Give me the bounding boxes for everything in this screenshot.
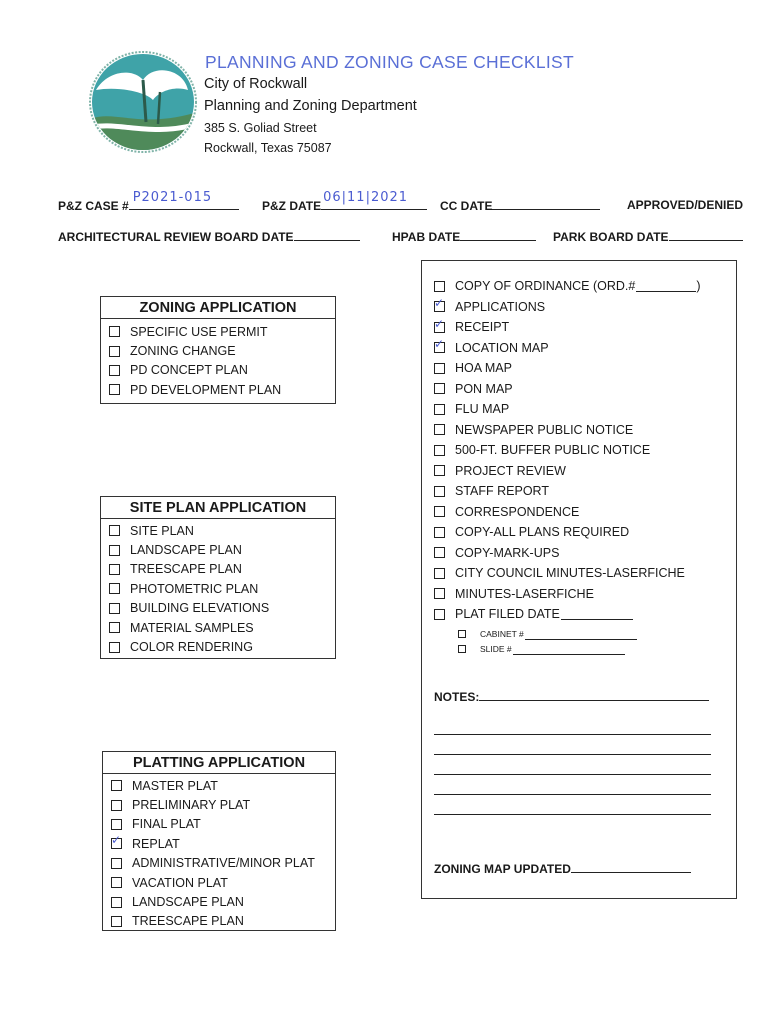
pz-date-field[interactable] — [262, 190, 427, 213]
checklist-item-label: LOCATION MAP — [455, 340, 549, 355]
zoning-map-updated-field[interactable] — [434, 861, 691, 876]
checklist-item[interactable] — [434, 317, 736, 338]
notes-line[interactable] — [434, 814, 711, 815]
checkbox[interactable] — [434, 383, 445, 394]
checklist-item-label: PON MAP — [455, 381, 513, 396]
plat-sub-list — [422, 625, 736, 657]
checklist-item[interactable] — [111, 892, 335, 911]
city-state: Rockwall, Texas 75087 — [204, 141, 332, 155]
checklist-item[interactable] — [434, 604, 736, 625]
checkbox[interactable] — [458, 645, 466, 653]
checklist-item-label: NEWSPAPER PUBLIC NOTICE — [455, 422, 634, 437]
checklist-item[interactable] — [434, 543, 736, 564]
checkbox[interactable] — [458, 630, 466, 638]
site-plan-list — [101, 519, 335, 657]
checkbox[interactable] — [434, 486, 445, 497]
notes-line[interactable] — [434, 794, 711, 795]
sub-checklist-item[interactable] — [458, 627, 736, 642]
checklist-item-label: REPLAT — [132, 836, 180, 851]
platting-application-box — [102, 751, 336, 931]
checkbox[interactable] — [109, 346, 120, 357]
checkbox[interactable] — [109, 642, 120, 653]
checklist-item[interactable] — [111, 776, 335, 795]
blank-line[interactable] — [513, 643, 625, 655]
checklist-item[interactable] — [434, 584, 736, 605]
street-address: 385 S. Goliad Street — [204, 121, 317, 135]
checkbox[interactable] — [434, 424, 445, 435]
checklist-item-label: COPY-MARK-UPS — [455, 545, 560, 560]
checkbox[interactable] — [111, 897, 122, 908]
site-plan-application-box — [100, 496, 336, 659]
checklist-item-label: SITE PLAN — [130, 523, 194, 538]
checklist-item[interactable] — [434, 420, 736, 441]
checklist-item[interactable] — [109, 521, 335, 540]
checklist-item[interactable] — [111, 873, 335, 892]
checklist-item[interactable] — [111, 795, 335, 814]
arb-date-label: ARCHITECTURAL REVIEW BOARD DATE — [58, 230, 294, 244]
case-number-value: P2021-015 — [132, 190, 213, 205]
staff-checklist-list — [422, 261, 736, 625]
pz-date-value: 06|11|2021 — [323, 190, 409, 205]
checkbox[interactable] — [434, 465, 445, 476]
hpab-date-field[interactable] — [392, 229, 536, 244]
checklist-item-label: MATERIAL SAMPLES — [130, 620, 254, 635]
checkbox[interactable] — [434, 342, 445, 353]
checklist-item-label: TREESCAPE PLAN — [130, 562, 242, 577]
sub-checklist-item[interactable] — [458, 642, 736, 657]
notes-label: NOTES: — [434, 690, 480, 704]
checkbox[interactable] — [111, 858, 122, 869]
zoning-application-title: ZONING APPLICATION — [101, 297, 335, 319]
checklist-item-label: MINUTES-LASERFICHE — [455, 586, 594, 601]
checkbox[interactable] — [109, 384, 120, 395]
checklist-item-label: APPLICATIONS — [455, 299, 546, 314]
checklist-item[interactable] — [111, 834, 335, 853]
checklist-item-label: ZONING CHANGE — [130, 344, 236, 359]
checklist-item[interactable] — [109, 599, 335, 618]
checklist-item-label: CABINET # — [480, 629, 524, 639]
notes-line[interactable] — [434, 754, 711, 755]
checkbox[interactable] — [434, 568, 445, 579]
checkbox[interactable] — [111, 838, 122, 849]
notes-field[interactable] — [434, 689, 709, 704]
checklist-item[interactable] — [434, 297, 736, 318]
pz-date-label: P&Z DATE — [262, 199, 322, 213]
checkbox[interactable] — [109, 545, 120, 556]
staff-checklist-box — [421, 260, 737, 899]
zoning-application-box — [100, 296, 336, 404]
case-number-field[interactable] — [58, 190, 239, 213]
checkbox[interactable] — [109, 583, 120, 594]
checkbox[interactable] — [434, 363, 445, 374]
checklist-item[interactable] — [109, 579, 335, 598]
checklist-item-label: SLIDE # — [480, 644, 512, 654]
checklist-item-label: CORRESPONDENCE — [455, 504, 580, 519]
checklist-item[interactable] — [111, 912, 335, 931]
case-number-label: P&Z CASE # — [58, 199, 129, 213]
checklist-item[interactable] — [434, 399, 736, 420]
checklist-item[interactable] — [109, 361, 335, 380]
checklist-item-label: VACATION PLAT — [132, 875, 228, 890]
checklist-item-label: PRELIMINARY PLAT — [132, 798, 251, 813]
blank-line[interactable] — [525, 628, 637, 640]
checklist-item-label: FINAL PLAT — [132, 817, 201, 832]
checklist-item[interactable] — [434, 338, 736, 359]
page-title: PLANNING AND ZONING CASE CHECKLIST — [205, 52, 575, 72]
checklist-item-label: RECEIPT — [455, 320, 510, 335]
checklist-item-label: HOA MAP — [455, 361, 512, 376]
checklist-item-label: PD CONCEPT PLAN — [130, 363, 248, 378]
blank-line[interactable] — [561, 608, 633, 620]
checklist-item[interactable] — [111, 854, 335, 873]
checklist-item[interactable] — [434, 358, 736, 379]
park-board-date-label: PARK BOARD DATE — [553, 230, 669, 244]
checklist-item-suffix: ) — [696, 279, 701, 294]
checkbox[interactable] — [109, 622, 120, 633]
checklist-item-label: COPY OF ORDINANCE (ORD.# — [455, 279, 636, 294]
department-name: Planning and Zoning Department — [204, 98, 417, 114]
checklist-item[interactable] — [434, 563, 736, 584]
checkbox[interactable] — [434, 445, 445, 456]
checklist-item-label: SPECIFIC USE PERMIT — [130, 324, 268, 339]
checklist-item-label: BUILDING ELEVATIONS — [130, 601, 270, 616]
checkbox[interactable] — [109, 326, 120, 337]
checkbox[interactable] — [111, 916, 122, 927]
checkbox[interactable] — [434, 506, 445, 517]
checklist-item-label: STAFF REPORT — [455, 484, 549, 499]
checkbox[interactable] — [434, 322, 445, 333]
platting-list — [103, 774, 335, 931]
checklist-item-label: CITY COUNCIL MINUTES-LASERFICHE — [455, 566, 685, 581]
checklist-item[interactable] — [434, 440, 736, 461]
checklist-item-label: PROJECT REVIEW — [455, 463, 566, 478]
checkbox[interactable] — [111, 780, 122, 791]
checkbox[interactable] — [109, 564, 120, 575]
checklist-item-label: PD DEVELOPMENT PLAN — [130, 382, 282, 397]
platting-application-title: PLATTING APPLICATION — [103, 752, 335, 774]
checklist-item[interactable] — [109, 322, 335, 341]
checklist-item-label: COLOR RENDERING — [130, 640, 253, 655]
checklist-item[interactable] — [111, 815, 335, 834]
checklist-item[interactable] — [109, 560, 335, 579]
checklist-item[interactable] — [434, 461, 736, 482]
checklist-item-label: FLU MAP — [455, 402, 510, 417]
checklist-item[interactable] — [109, 380, 335, 399]
checklist-item-label: PHOTOMETRIC PLAN — [130, 581, 259, 596]
checkbox[interactable] — [434, 281, 445, 292]
checklist-item[interactable] — [434, 276, 736, 297]
checklist-item-label: PLAT FILED DATE — [455, 607, 560, 622]
park-board-date-field[interactable] — [553, 229, 743, 244]
checkbox[interactable] — [434, 527, 445, 538]
zoning-map-updated-label: ZONING MAP UPDATED — [434, 862, 571, 876]
checkbox[interactable] — [434, 609, 445, 620]
checklist-item[interactable] — [434, 522, 736, 543]
notes-line[interactable] — [434, 774, 711, 775]
notes-line[interactable] — [434, 734, 711, 735]
checklist-item[interactable] — [109, 618, 335, 637]
zoning-list — [101, 319, 335, 400]
checkbox[interactable] — [111, 800, 122, 811]
checklist-item[interactable] — [434, 481, 736, 502]
checklist-item-label: TREESCAPE PLAN — [132, 914, 244, 929]
checkbox[interactable] — [434, 404, 445, 415]
checkbox[interactable] — [434, 588, 445, 599]
checkbox[interactable] — [109, 365, 120, 376]
checklist-item[interactable] — [109, 540, 335, 559]
city-name: City of Rockwall — [204, 76, 308, 92]
checklist-item-label: LANDSCAPE PLAN — [132, 895, 244, 910]
blank-line[interactable] — [636, 280, 696, 292]
checkbox[interactable] — [111, 819, 122, 830]
checkbox[interactable] — [109, 603, 120, 614]
checkbox[interactable] — [434, 547, 445, 558]
checklist-item-label: COPY-ALL PLANS REQUIRED — [455, 525, 630, 540]
arb-date-field[interactable] — [58, 229, 360, 244]
checklist-item-label: LANDSCAPE PLAN — [130, 543, 242, 558]
approved-denied-label: APPROVED/DENIED — [627, 198, 744, 212]
checklist-item-label: MASTER PLAT — [132, 778, 218, 793]
hpab-date-label: HPAB DATE — [392, 230, 461, 244]
checklist-item[interactable] — [434, 379, 736, 400]
checkbox[interactable] — [434, 301, 445, 312]
cc-date-field[interactable] — [440, 198, 600, 213]
checkbox[interactable] — [109, 525, 120, 536]
checklist-item-label: ADMINISTRATIVE/MINOR PLAT — [132, 856, 315, 871]
checkbox[interactable] — [111, 877, 122, 888]
cc-date-label: CC DATE — [440, 199, 493, 213]
checklist-item[interactable] — [109, 341, 335, 360]
checklist-item[interactable] — [109, 637, 335, 656]
checklist-item[interactable] — [434, 502, 736, 523]
site-plan-application-title: SITE PLAN APPLICATION — [101, 497, 335, 519]
city-seal-logo — [88, 50, 198, 154]
checklist-item-label: 500-FT. BUFFER PUBLIC NOTICE — [455, 443, 651, 458]
